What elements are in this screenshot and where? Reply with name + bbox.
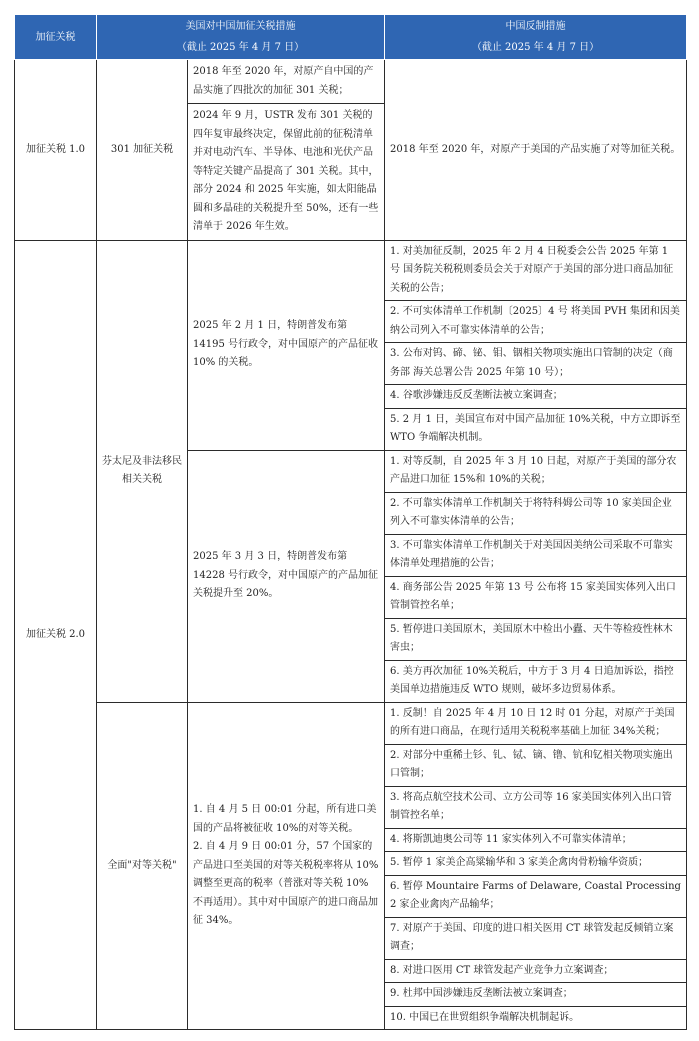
cn-measure-cell: 2018 年至 2020 年，对原产于美国的产品实施了对等加征关税。	[385, 60, 687, 241]
us-measure-cell: 2024 年 9 月，USTR 发布 301 关税的四年复审最终决定，保留此前的征税清单并对电动汽车、半导体、电池和光伏产品等特定关键产品提高了 301 关税。其中，部分 2024 和 2025 年实施，如太阳能晶圆和多晶硅的关税提升至 50%，还有一些清单于 2026 年生效。	[188, 104, 385, 241]
table-row	[15, 702, 687, 744]
section-label: 加征关税 1.0	[15, 60, 97, 241]
us-measure-item: 1. 自 4 月 5 日 00:01 分起，所有进口美国的产品将被征收 10%的对等关税。	[193, 804, 377, 834]
us-measure-item: 2. 自 4 月 9 日 00:01 分，57 个国家的产品进口至美国的对等关税税率将从 10%调整至更高的税率（普涨对等关税 10% 不再适用）。其中对中国原产的进口商品加征 34%。	[193, 841, 379, 926]
header-cn-measures	[385, 15, 687, 60]
table-row	[15, 240, 687, 301]
cn-measure-item: 5. 2 月 1 日，美国宣布对中国产品加征 10%关税，中方立即诉至 WTO 争端解决机制。	[385, 408, 687, 450]
cn-measure-item: 4. 将斯凯迪奥公司等 11 家实体列入不可靠实体清单；	[385, 828, 687, 852]
cn-measure-item: 2. 不可实体清单工作机制〔2025〕4 号 将美国 PVH 集团和因美纳公司列入不可靠实体清单的公告；	[385, 301, 687, 343]
cn-measure-item: 1. 对等反制，自 2025 年 3 月 10 日起，对原产于美国的部分农产品进口加征 15%和 10%的关税；	[385, 450, 687, 492]
header-cn-title: 中国反制措施	[505, 21, 566, 32]
section-label: 加征关税 2.0	[15, 240, 97, 1030]
cn-measure-item: 6. 美方再次加征 10%关税后，中方于 3 月 4 日追加诉讼，指控美国单边措施违反 WTO 规则，破坏多边贸易体系。	[385, 660, 687, 702]
cn-measure-item: 5. 暂停 1 家美企高粱输华和 3 家美企禽肉骨粉输华资质；	[385, 852, 687, 876]
header-tariff: 加征关税	[15, 15, 97, 60]
sub-label: 301 加征关税	[97, 60, 188, 241]
header-us-measures	[97, 15, 385, 60]
us-measure-cell: 2018 年至 2020 年，对原产自中国的产品实施了四批次的加征 301 关税；	[188, 60, 385, 104]
sub-label: 全面"对等关税"	[97, 702, 188, 1030]
sub-label: 芬太尼及非法移民相关关税	[97, 240, 188, 702]
table-header-row	[15, 15, 687, 60]
header-us-title: 美国对中国加征关税措施	[185, 21, 296, 32]
us-measure-cell	[188, 702, 385, 1030]
header-us-date: （截止 2025 年 4 月 7 日）	[176, 42, 305, 53]
cn-measure-item: 1. 反制！自 2025 年 4 月 10 日 12 时 01 分起，对原产于美国的所有进口商品，在现行适用关税税率基础上加征 34%关税；	[385, 702, 687, 744]
us-measure-cell: 2025 年 2 月 1 日，特朗普发布第 14195 号行政令，对中国原产的产品征收 10% 的关税。	[188, 240, 385, 450]
cn-measure-item: 5. 暂停进口美国原木，美国原木中检出小蠹、天牛等检疫性林木害虫；	[385, 618, 687, 660]
header-cn-date: （截止 2025 年 4 月 7 日）	[471, 42, 600, 53]
cn-measure-item: 1. 对美加征反制，2025 年 2 月 4 日税委会公告 2025 年第 1 号 国务院关税税则委员会关于对原产于美国的部分进口商品加征关税的公告；	[385, 240, 687, 301]
cn-measure-item: 3. 不可靠实体清单工作机制关于对美国因美纳公司采取不可靠实体清单处理措施的公告；	[385, 534, 687, 576]
cn-measure-item: 4. 谷歌涉嫌违反反垄断法被立案调查；	[385, 385, 687, 409]
cn-measure-item: 2. 对部分中重稀土钐、钆、铽、镝、镥、钪和钇相关物项实施出口管制；	[385, 744, 687, 786]
cn-measure-item: 9. 杜邦中国涉嫌违反垄断法被立案调查；	[385, 983, 687, 1007]
cn-measure-item: 7. 对原产于美国、印度的进口相关医用 CT 球管发起反倾销立案调查；	[385, 917, 687, 959]
cn-measure-item: 4. 商务部公告 2025 年第 13 号 公布将 15 家美国实体列入出口管制管控名单；	[385, 576, 687, 618]
cn-measure-item: 3. 将高点航空技术公司、立方公司等 16 家美国实体列入出口管制管控名单；	[385, 786, 687, 828]
us-measure-cell: 2025 年 3 月 3 日，特朗普发布第 14228 号行政令，对中国原产的产品加征关税提升至 20%。	[188, 450, 385, 702]
cn-measure-item: 10. 中国已在世贸组织争端解决机制起诉。	[385, 1006, 687, 1030]
cn-measure-item: 8. 对进口医用 CT 球管发起产业竞争力立案调查；	[385, 959, 687, 983]
table-row	[15, 60, 687, 104]
cn-measure-item: 6. 暂停 Mountaire Farms of Delaware, Coastal Processing 2 家企业禽肉产品输华；	[385, 875, 687, 917]
tariff-comparison-table	[14, 14, 687, 1030]
cn-measure-item: 2. 不可靠实体清单工作机制关于将特科姆公司等 10 家美国企业列入不可靠实体清单的公告；	[385, 492, 687, 534]
cn-measure-item: 3. 公布对钨、碲、铋、钼、铟相关物项实施出口管制的决定（商务部 海关总署公告 2025 年第 10 号）；	[385, 343, 687, 385]
